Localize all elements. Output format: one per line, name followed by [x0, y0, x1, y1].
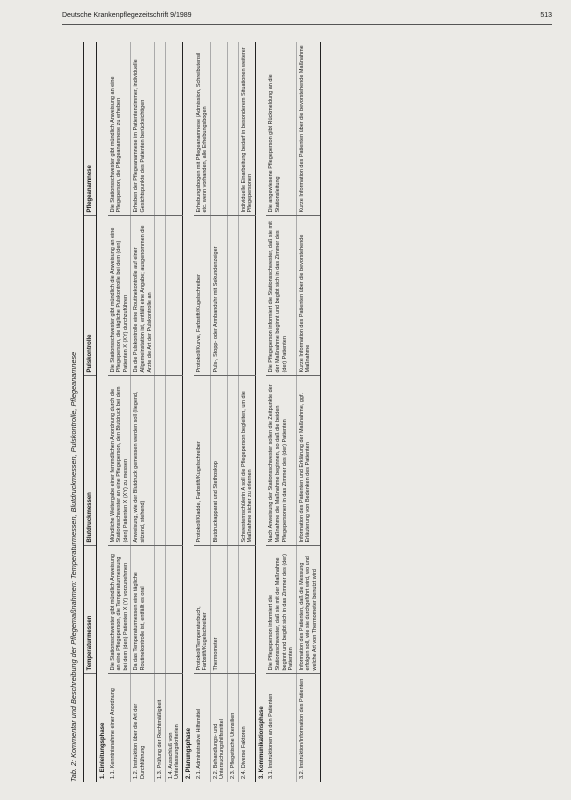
table-cell: Die Stationsschwester gibt mündlich die Anweisung an eine Pflegeperson, die tägliche Pulskontrolle bei dem (den) Patienten X (XY) durchzuführen	[108, 216, 131, 376]
table-cell: Mündliche Weitergabe einer fernmdlichen Anordnung durch die Stationsschwester an eine Pflegeperson, den Blutdruck bei dem (den) Patienten X (XY) zu messen	[108, 376, 131, 546]
table-row	[296, 42, 320, 782]
row-label: 1.2. Instruktion über die Art der Durchführung	[131, 674, 155, 782]
table-cell	[165, 216, 182, 376]
table-cell: Information des Patienten und Erklärung der Maßnahme, ggf. Erläuterung von Bedenken des Patienten	[296, 376, 320, 546]
table-row	[266, 42, 296, 782]
table-cell: Erheben der Pflegeanamnese im Patientenzimmer, individuelle Gesichtspunkte des Patienten berücksichtigen	[131, 42, 155, 216]
header-cell: Blutdruckmessen	[83, 376, 97, 546]
table-row	[108, 42, 131, 782]
row-label: 2.3. Pflegetische Utensilien	[228, 674, 239, 782]
table-cell: Die Stationsschwester gibt mündlich Anweisung an eine Pflegeperson, die Pflegeanamnese zu erheben	[108, 42, 131, 216]
phase-title: 1. Einleitungsphase	[97, 42, 108, 782]
table-cell: Die Pflegeperson informiert die Stationsschwester, daß sie mit der Maßnahme beginnt und begibt sich in das Zimmer des (der) Patienten	[266, 546, 296, 674]
table-cell	[165, 546, 182, 674]
table-cell: Puls-, Stopp- oder Armbanduhr mit Sekundenzeiger	[210, 216, 227, 376]
table-cell: Da das Temperaturmessen eine tägliche Routinekontrolle ist, entfällt es oral	[131, 546, 155, 674]
journal-title: Deutsche Krankenpflegezeitschrift 9/1989	[62, 12, 192, 19]
table-row	[228, 42, 239, 782]
table-cell	[228, 546, 239, 674]
header-cell: Temperaturmessen	[83, 546, 97, 674]
table-cell: Die Stationsschwester gibt mündlich Anweisung an eine Pflegeperson, die Temperaturmessung bei dem (den) Patienten X (Y) vorzunehmen	[108, 546, 131, 674]
row-label: 2.4. Diverse Faktoren	[238, 674, 255, 782]
header-cell: Pflegeanamnese	[83, 42, 97, 216]
table-cell: Protokoll/Temperaturbuch, Farbstift/Kugelschreiber	[194, 546, 211, 674]
table-row	[194, 42, 211, 782]
page-number: 513	[540, 12, 552, 19]
table-cell: Individuelle Einarbeitung bedarf in besonderem Situationen weiterer Pflegepersonen	[238, 42, 255, 216]
table-cell: Schwesternschülerin A soll die Pflegeperson begleiten, um die Maßnahme sicher zu erlernen	[238, 376, 255, 546]
table-cell	[155, 42, 166, 216]
table-cell: Thermometer	[210, 546, 227, 674]
header-cell	[83, 674, 97, 782]
table-cell: Die angewiesene Pflegeperson gibt Rückmeldung an die Stationsleitung	[266, 42, 296, 216]
table-body	[97, 42, 320, 782]
row-label: 2.2. Behandlungs- und Untersuchungshilfsmittel	[210, 674, 227, 782]
table-caption: Tab. 2: Kommentar und Beschreibung der Pflegemaßnahmen: Temperaturmessen, Blutdruckmessen, Pulskontrolle, Pflegeanamnese	[69, 351, 78, 782]
table-row	[131, 42, 155, 782]
table-cell: Information des Patienten, daß die Messung erfolgen soll, wie sie durchgeführt wird, wo und welche Art von Thermometer benutzt wird	[296, 546, 320, 674]
table-cell: Da die Pulskontrolle eine Routinekontrolle auf einer Allgemeinstation ist, entfällt eine Angabe; ausgenommen die Arzte die Art der Pulskontrolle an	[131, 216, 155, 376]
table-cell	[155, 216, 166, 376]
row-label: 3.1. Instruktionen an den Patienten	[268, 693, 275, 779]
table-cell	[228, 376, 239, 546]
row-label: 2.1. Administrative Hilfsmittel	[195, 708, 202, 779]
phase-title: 3. Kommunikationsphase	[255, 42, 266, 782]
phase-title: 2. Planungsphase	[183, 42, 194, 782]
table-cell: Kurze Information des Patienten über die bevorstehende Maßnahme	[296, 216, 320, 376]
header-cell: Pulskontrolle	[83, 216, 97, 376]
table-cell: Protokoll/Kladde, Farbstift/Kugelschreiber	[194, 376, 211, 546]
table-cell	[165, 42, 182, 216]
table-cell: Blutdruckapparat und Stethoskop	[210, 376, 227, 546]
table-row	[155, 42, 166, 782]
table-cell: Erhebungsbogen mit Pflegeanamnese (Admission, Schreibutensil etc. wenn vorhanden, alle Erhebungsbogen	[194, 42, 211, 216]
row-label: 1.4. Ausschluß von Unterlassungskriterien	[165, 674, 182, 782]
measures-table	[83, 42, 321, 782]
row-label: 1.3. Prüfung der Rechtmäßigkeit	[155, 674, 166, 782]
row-label: 1.1. Kenntnisnahme einer Anordnung	[109, 688, 116, 779]
table-cell: Protokoll/Kurve, Farbstift/Kugelschreiber	[194, 216, 211, 376]
table-cell	[210, 42, 227, 216]
table-cell: Nach Anweisung der Stationsschwester sollen die Zeitpunkte der Maßnahme die Maßnahme beginnen, so daß die beiden Pflegepersonen in das Zimmer des (der) Patienten	[266, 376, 296, 546]
table-cell: Kurze Information des Patienten über die bevorstehende Maßnahme	[296, 42, 320, 216]
row-label: 3.2. Instruktion/Information des Patienten	[296, 674, 320, 782]
table-cell	[165, 376, 182, 546]
table-cell: Anweisung, wie der Blutdruck gemessen werden soll (liegend, sitzend, stehend)	[131, 376, 155, 546]
table-cell	[238, 216, 255, 376]
phase-row	[97, 42, 108, 782]
phase-row	[255, 42, 266, 782]
phase-row	[183, 42, 194, 782]
table-cell	[238, 546, 255, 674]
table-row	[238, 42, 255, 782]
table-header-row	[83, 42, 97, 782]
table-cell	[155, 376, 166, 546]
table-cell: Die Pflegeperson informiert die Stationsschwester, daß sie mit der Maßnahme beginnt und begibt sich in das Zimmer des (der) Patienten	[266, 216, 296, 376]
table-cell	[155, 546, 166, 674]
table-cell	[228, 216, 239, 376]
table-row	[210, 42, 227, 782]
rotated-table-block	[70, 32, 560, 782]
table-cell	[228, 42, 239, 216]
table-row	[165, 42, 182, 782]
running-header	[62, 10, 552, 25]
